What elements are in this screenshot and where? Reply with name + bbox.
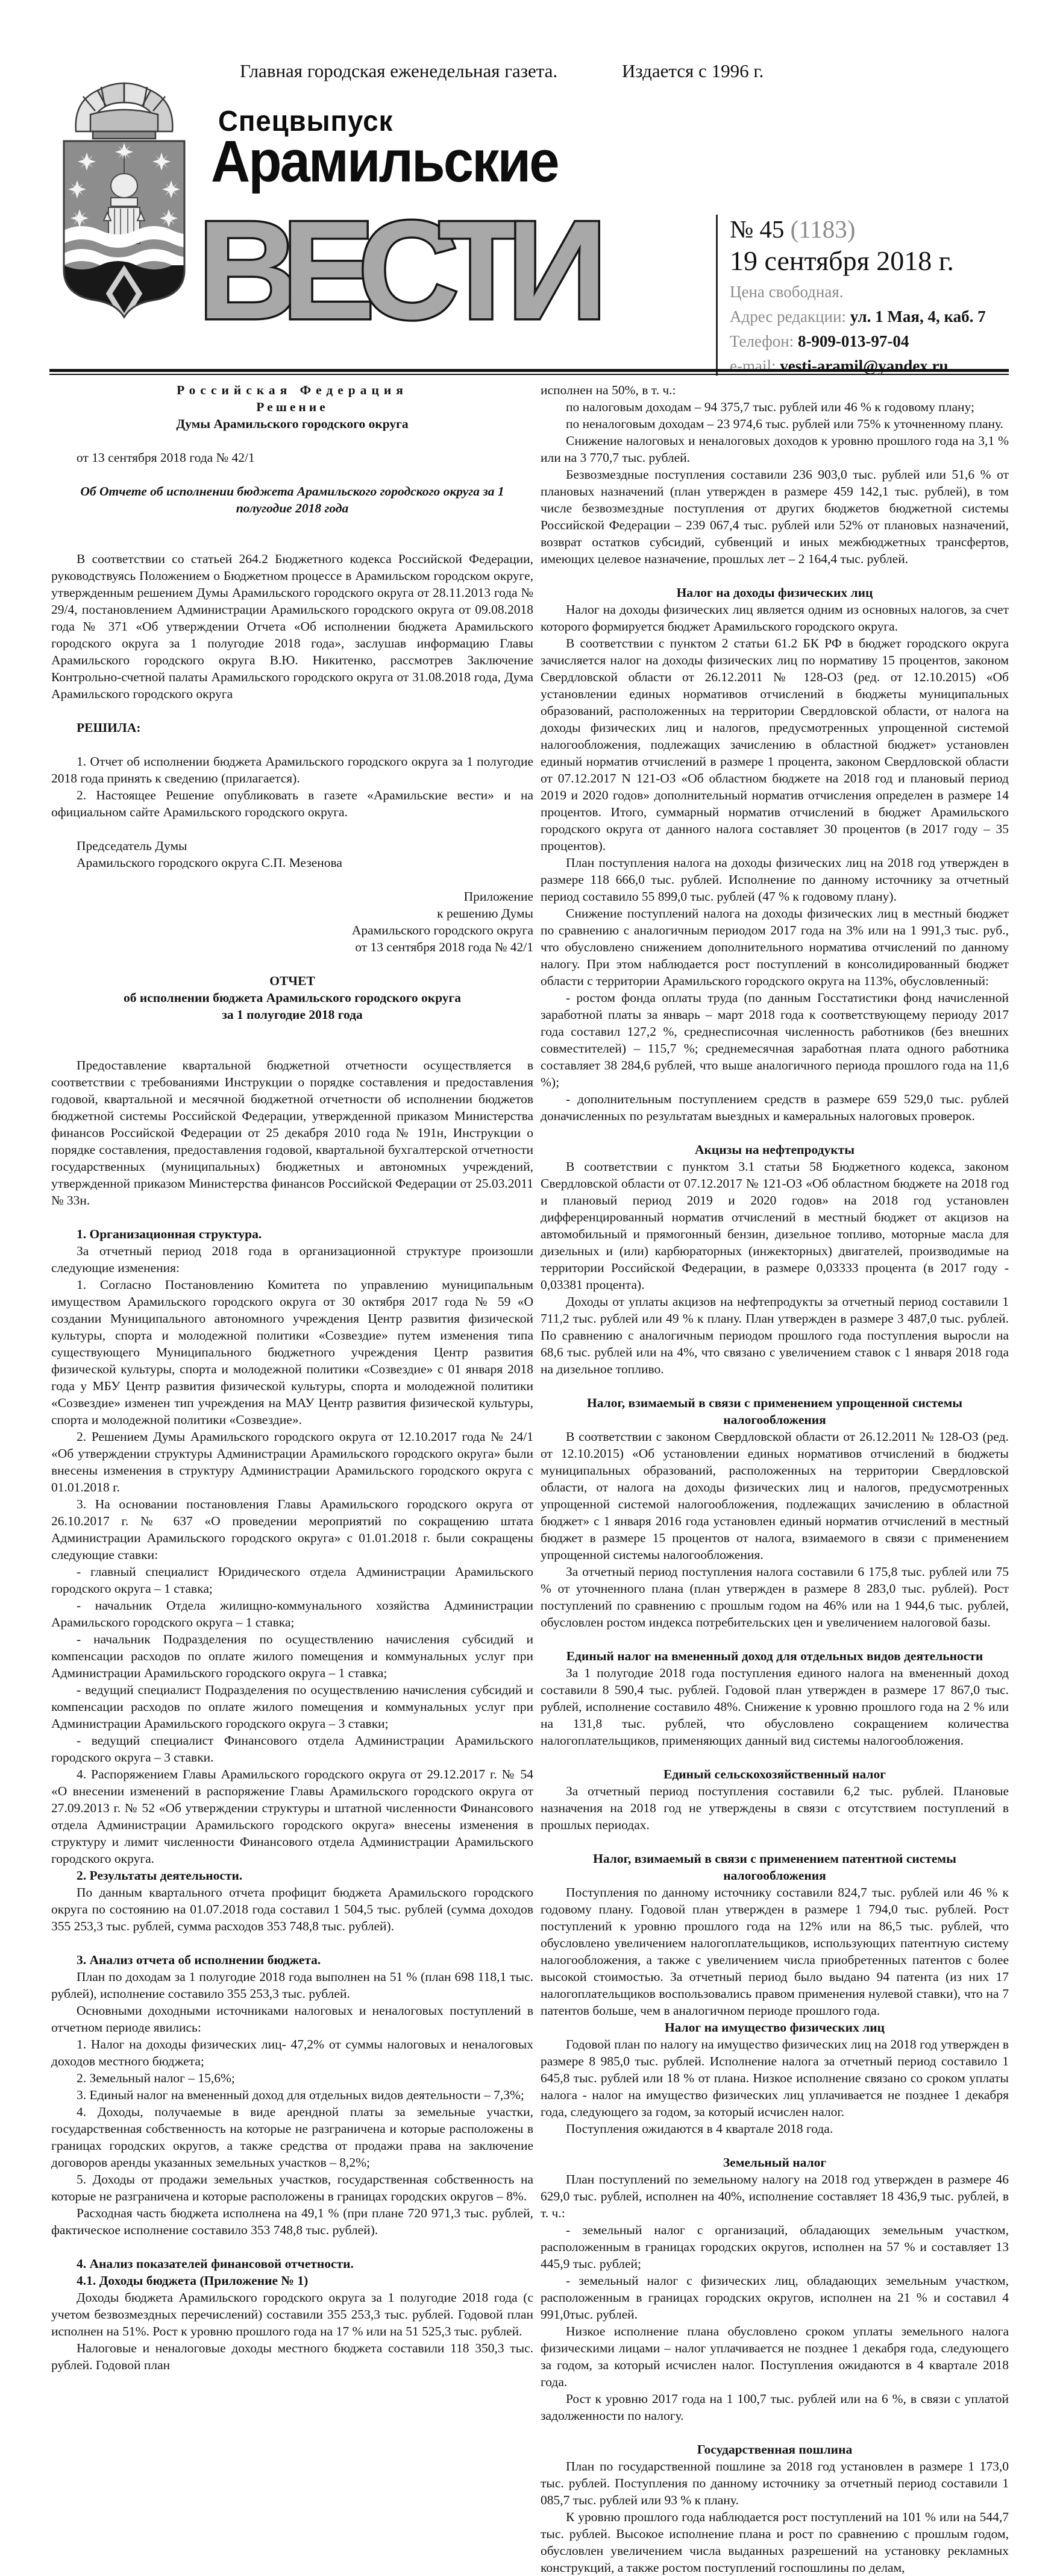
section-heading: об исполнении бюджета Арамильского городского округа [123, 990, 462, 1005]
phone-label: Телефон: [730, 332, 798, 350]
paragraph: Председатель Думы [77, 839, 187, 853]
masthead [0, 0, 1057, 375]
paragraph: 3. На основании постановления Главы Арамильского городского округа от 26.10.2017 г. № 637 «О проведении мероприятий по сокращению штата Администрации Арамильского городского округа» с 01.01.2018 г. были сокращены следующие ставки: [51, 1497, 533, 1562]
paragraph: - дополнительным поступлением средств в размере 659 529,0 тыс. рублей доначисленных по результатам выездных и камеральных налоговых проверок. [541, 1092, 1009, 1123]
paragraph: 2. Земельный налог – 15,6%; [77, 2071, 235, 2085]
paragraph: В соответствии с пунктом 2 статьи 61.2 БК РФ в бюджет городского округа зачисляется налог на доходы физических лиц по нормативу 15 процентов, законом Свердловской области от 26.12.2011 № 128-ОЗ (ред. от 12.10.2015) «Об установлении единых нормативов отчислений в бюджеты муниципальных образований, расположенных на территории Свердловской области, от налога на доходы физических лиц и налогов, предусмотренных упрощенной системой налогообложения, подлежащих зачислению в областной бюджет» установлен единый норматив отчислений в размере 1 процента, законом Свердловской области от 07.12.2017 N 121-ОЗ «Об областном бюджете на 2018 год и плановый период 2019 и 2020 годов» дополнительный норматив отчисления определен в размере 14 процентов. Итого, суммарный норматив отчислений в бюджет Арамильского городского округа от данного налога составляет 30 процентов (в 2017 году – 35 процентов). [541, 636, 1009, 853]
paragraph: В соответствии с пунктом 3.1 статьи 58 Бюджетного кодекса, законом Свердловской области от 07.12.2017 № 121-ОЗ «Об областном бюджете на 2018 год и плановый период 2019 и 2020 годов» на 2018 год установлен дифференцированный норматив отчислений в местный бюджет от акцизов на автомобильный и прямогонный бензин, дизельное топливо, моторные масла для дизельных и (или) карбюраторных (инжекторных) двигателей, производимые на территории Российской Федерации, в размере 0,03333 процента (в 2017 году - 0,03381 процента). [541, 1159, 1009, 1292]
special-issue-label: Спецвыпуск [218, 105, 394, 137]
paragraph: от 13 сентября 2018 года № 42/1 [77, 450, 255, 465]
paragraph: по неналоговым доходам – 23 974,6 тыс. рублей или 75% к уточненному плану. [566, 417, 1004, 431]
paragraph: Расходная часть бюджета исполнена на 49,1 % (при плане 720 971,3 тыс. рублей, фактическое исполнение составило 353 748,8 тыс. рублей). [51, 2206, 533, 2237]
issue-number [730, 215, 1019, 244]
paragraph: Основными доходными источниками налоговых и неналоговых поступлений в отчетном периоде явились: [51, 2003, 533, 2035]
issue-number-main: № 45 [730, 215, 785, 243]
paragraph: Годовой план по налогу на имущество физических лиц на 2018 год утвержден в размере 8 985,0 тыс. рублей. Исполнение налога за отчетный период составило 1 645,8 тыс. рублей или 18 % от плана. Низкое исполнение связано со сроком уплаты налога - налог на имущество физических лиц уплачивается не позднее 1 декабря года, следующего за годом, за который исчислен налог. [541, 2037, 1009, 2119]
paragraph: План по доходам за 1 полугодие 2018 года выполнен на 51 % (план 698 118,1 тыс. рублей), исполнение составило 355 253,3 тыс. рублей. [51, 1970, 533, 2001]
paragraph: Налог на доходы физических лиц является одним из основных налогов, за счет которого формируется бюджет Арамильского городского округа. [541, 602, 1009, 634]
section-heading: Налог на имущество физических лиц [664, 2020, 885, 2035]
paragraph: - ростом фонда оплаты труда (по данным Госстатистики фонд начисленной заработной платы за январь – март 2018 года к соответствующему периоду 2017 года составил 127,2 %, среднесписочная численность работников (без внешних совместителей) – 115,7 %; среднемесячная заработная плата одного работника составляет 38 284,6 рублей, что выше аналогичного периода прошлого года на 11,6 %); [541, 990, 1009, 1089]
paragraph: - начальник Отдела жилищно-коммунального хозяйства Администрации Арамильского городского округа – 1 ставка; [51, 1598, 533, 1630]
paragraph: 3. Единый налог на вмененный доход для отдельных видов деятельности – 7,3%; [77, 2088, 524, 2102]
paragraph: к решению Думы [437, 906, 533, 921]
paragraph: - начальник Подразделения по осуществлению начисления субсидий и компенсации расходов по оплате жилого помещения и коммунальных услуг при Администрации Арамильского городского округа – 1 ставка; [51, 1632, 533, 1680]
section-heading: за 1 полугодие 2018 года [222, 1007, 363, 1022]
article-body [51, 382, 1009, 2576]
section-heading: Единый налог на вмененный доход для отдельных видов деятельности [566, 1649, 983, 1663]
masthead-divider [49, 369, 1009, 372]
paragraph: За отчетный период 2018 года в организационной структуре произошли следующие изменения: [51, 1244, 533, 1275]
newspaper-tagline: Главная городская еженедельная газета. [240, 60, 558, 81]
article-column-left [51, 382, 533, 2373]
paragraph: За отчетный период поступления составили 6,2 тыс. рублей. Плановые назначения на 2018 год не утверждены в связи с отсутствием поступлений в прошлых периодах. [541, 1784, 1009, 1832]
paragraph: Низкое исполнение плана обусловлено сроком уплаты земельного налога физическими лицами – налог уплачивается не позднее 1 декабря года, следующего за годом, за который исчислен налог. Поступления ожидаются в 4 квартале 2018 года. [541, 2324, 1009, 2389]
section-heading: Решение [256, 400, 328, 414]
paragraph: 4.1. Доходы бюджета (Приложение № 1) [77, 2273, 309, 2288]
paragraph: Безвозмездные поступления составили 236 903,0 тыс. рублей или 51,6 % от плановых назначений (план утвержден в размере 459 142,1 тыс. рублей), в том числе безвозмездные поступления от других бюджетов бюджетной системы Российской Федерации – 239 067,4 тыс. рублей или 52% от плановых назначений, возврат остатков субсидий, субвенций и иных межбюджетных трансфертов, имеющих целевое назначение, прошлых лет – 2 164,4 тыс. рублей. [541, 467, 1009, 566]
paragraph: В соответствии со статьей 264.2 Бюджетного кодекса Российской Федерации, руководствуясь Положением о Бюджетном процессе в Арамильском городском округе, утвержденным решением Думы Арамильского городского округа от 28.11.2013 года № 29/4, постановлением Администрации Арамильского городского округа от 09.08.2018 года № 371 «Об утверждении Отчета «Об исполнении бюджета Арамильского городского округа за 1 полугодие 2018 года», заслушав информацию Главы Арамильского городского округа В.Ю. Никитенко, рассмотрев Заключение Контрольно-счетной палаты Арамильского городского округа от 31.08.2018 года, Дума Арамильского городского округа [51, 552, 533, 701]
svg-text:ВЕСТИ: ВЕСТИ [198, 192, 607, 342]
paragraph: 4. Анализ показателей финансовой отчетности. [77, 2256, 354, 2271]
paragraph: Приложение [463, 889, 533, 904]
paragraph: Поступления по данному источнику составили 824,7 тыс. рублей или 46 % к годовому плану. Годовой план утвержден в размере 1 794,0 тыс. рублей. Рост поступлений к уровню прошлого года на 12% или на 86,5 тыс. рублей, что обусловлено увеличением налогоплательщиков, использующих патентную систему налогообложения, а также с увеличением числа приобретенных патентов с более высокой стоимостью. За отчетный период было выдано 94 патента (из них 17 налогоплательщиков воспользовались правом применения нулевой ставки), что на 7 патентов больше, чем в аналогичном периоде прошлого года. [541, 1885, 1009, 2018]
issue-info-block [716, 215, 1019, 376]
paragraph: исполнен на 50%, в т. ч.: [541, 383, 676, 397]
issue-number-total: (1183) [790, 215, 856, 243]
section-heading: Налог, взимаемый в связи с применением патентной системы налогообложения [593, 1851, 956, 1883]
paragraph: Арамильского городского округа [351, 923, 533, 937]
section-heading: Думы Арамильского городского округа [176, 417, 409, 431]
paragraph: Предоставление квартальной бюджетной отчетности осуществляется в соответствии с требованиями Инструкции о порядке составления и предоставления годовой, квартальной и месячной бюджетной отчетности об исполнении бюджетов бюджетной системы Российской Федерации, утвержденной приказом Министерства финансов Российской Федерации от 25 декабря 2010 года № 191н, Инструкции о порядке составления, предоставления годовой, квартальной бухгалтерской отчетности государственных (муниципальных) бюджетных и автономных учреждений, утвержденной приказом Министерства финансов Российской Федерации от 25.03.2011 № 33н. [51, 1058, 533, 1208]
paragraph: по налоговым доходам – 94 375,7 тыс. рублей или 46 % к годовому плану; [566, 400, 975, 414]
phone-value: 8-909-013-97-04 [797, 332, 909, 350]
paragraph: По данным квартального отчета профицит бюджета Арамильского городского округа по состоянию на 01.07.2018 года составил 1 504,5 тыс. рублей (сумма доходов 355 253,3 тыс. рублей, сумма расходов 353 748,8 тыс. рублей). [51, 1885, 533, 1933]
paragraph: Снижение поступлений налога на доходы физических лиц в местный бюджет по сравнению с аналогичным периодом 2017 года на 3% или на 1 991,3 тыс. руб., что обусловлено снижением дополнительного норматива отчислений по данному налогу. При этом наблюдается рост поступлений в консолидированный бюджет области с территории Арамильского городского округа на 113%, обусловленный: [541, 906, 1009, 988]
section-heading: Российская Федерация [177, 383, 408, 397]
section-heading: Налог на доходы физических лиц [676, 585, 873, 600]
section-heading: Единый сельскохозяйственный налог [663, 1767, 886, 1781]
email-label: e-mail: [730, 357, 780, 375]
paragraph: 2. Результаты деятельности. [77, 1868, 243, 1883]
paragraph: 4. Распоряжением Главы Арамильского городского округа от 29.12.2017 г. № 54 «О внесении изменений в распоряжение Главы Арамильского городского округа от 27.09.2013 г. № 52 «Об утверждении структуры и штатной численности Финансового отдела Администрации Арамильского городского округа» внесены изменения в структуру и лимит численности Финансового отдела Администрации Арамильского городского округа. [51, 1767, 533, 1866]
editorial-address [730, 307, 1019, 326]
paragraph: 5. Доходы от продажи земельных участков, государственная собственность на которые не разграничена и которые расположены в границах городских округов – 8%. [51, 2172, 533, 2203]
paragraph: К уровню прошлого года наблюдается рост поступлений на 101 % или на 544,7 тыс. рублей. Высокое исполнение плана и рост по сравнению с прошлым годом, обусловлен увеличением числа выданных разрешений на установку рекламных конструкций, а также ростом поступлений госпошлины по делам, [541, 2510, 1009, 2575]
paragraph: - земельный налог с организаций, обладающих земельным участком, расположенным в границах городских округов, исполнен на 57 % и составляет 13 445,9 тыс. рублей; [541, 2223, 1009, 2271]
paragraph: 1. Согласно Постановлению Комитета по управлению муниципальным имуществом Арамильского городского округа от 30 октября 2017 года № 59 «О создании Муниципального автономного учреждения Центр развития физической культуры, спорта и молодежной политики «Созвездие» путем изменения типа существующего Муниципального бюджетного учреждения Центр развития физической культуры, спорта и молодежной политики «Созвездие» с 01 января 2018 года у МБУ Центр развития физической культуры, спорта и молодежной политики «Созвездие» изменен тип учреждения на МАУ Центр развития физической культуры, спорта и молодежной политики «Созвездие». [51, 1277, 533, 1427]
paragraph: - ведущий специалист Подразделения по осуществлению начисления субсидий и компенсации расходов по оплате жилого помещения и коммунальных услуг при Администрации Арамильского городского округа – 3 ставки; [51, 1683, 533, 1731]
paragraph: Доходы бюджета Арамильского городского округа за 1 полугодие 2018 года (с учетом безвозмездных перечислений) составили 355 253,3 тыс. рублей. Годовой план исполнен на 51%. Рост к уровню прошлого года на 17 % или на 51 525,3 тыс. рублей. [51, 2290, 533, 2338]
paragraph: - ведущий специалист Финансового отдела Администрации Арамильского городского округа – 3 ставки. [51, 1733, 533, 1765]
paragraph: План поступлений по земельному налогу на 2018 год утвержден в размере 46 629,0 тыс. рублей, исполнен на 40%, исполнение составляет 18 436,9 тыс. рублей, в т. ч.: [541, 2172, 1009, 2220]
paragraph: В соответствии с законом Свердловской области от 26.12.2011 № 128-ОЗ (ред. от 12.10.2015) «Об установлении единых нормативов отчислений в бюджеты муниципальных образований, расположенных на территории Свердловской области, от налога на доходы физических лиц и налогов, предусмотренных упрощенной системой налогообложения, подлежащих зачислению в областной бюджет» с 1 января 2016 года установлен единый норматив отчислений в местный бюджет в размере 15 процентов от налога, взимаемого в связи с применением упрощенной системы налогообложения. [541, 1429, 1009, 1562]
section-heading: Акцизы на нефтепродукты [694, 1142, 855, 1157]
paragraph: 3. Анализ отчета об исполнении бюджета. [77, 1953, 321, 1967]
section-heading: Государственная пошлина [697, 2442, 853, 2457]
section-heading: ОТЧЕТ [269, 974, 315, 988]
published-since: Издается с 1996 г. [622, 60, 764, 81]
paragraph: Арамильского городского округа С.П. Мезенова [77, 855, 342, 870]
paragraph: 1. Отчет об исполнении бюджета Арамильского городского округа за 1 полугодие 2018 года принять к сведению (прилагается). [51, 754, 533, 786]
price-note: Цена свободная. [730, 283, 844, 301]
paragraph: План по государственной пошлине за 2018 год установлен в размере 1 173,0 тыс. рублей. Поступления по данному источнику за отчетный период составили 1 085,7 тыс. рублей или 93 % к плану. [541, 2459, 1009, 2507]
paragraph: 4. Доходы, получаемые в виде арендной платы за земельные участки, государственная собственность на которые не разграничена и которые расположены в границах городских округов, а также средства от продажи права на заключение договоров аренды указанных земельных участков – 8,2%; [51, 2105, 533, 2170]
email-line [730, 357, 1019, 376]
paragraph: Снижение налоговых и неналоговых доходов к уровню прошлого года на 3,1 % или на 3 770,7 тыс. рублей. [541, 433, 1009, 465]
phone-line [730, 332, 1019, 351]
paragraph: Рост к уровню 2017 года на 1 100,7 тыс. рублей или на 6 %, в связи с уплатой задолженности по налогу. [541, 2392, 1009, 2423]
paragraph: Доходы от уплаты акцизов на нефтепродукты за отчетный период составили 1 711,2 тыс. рублей или 49 % к плану. План утвержден в размере 3 487,0 тыс. рублей. По сравнению с аналогичным периодом прошлого года поступления выросли на 68,6 тыс. рублей или на 4%, что связано с увеличением ставок с 1 января 2018 года на дизельное топливо. [541, 1294, 1009, 1376]
article-column-right [541, 382, 1009, 2576]
paragraph: За отчетный период поступления налога составили 6 175,8 тыс. рублей или 75 % от уточненного плана (план утвержден в размере 8 283,0 тыс. рублей). Рост поступлений по сравнению с прошлым годом на 46% или на 1 944,6 тыс. рублей, обусловлен ростом индекса потребительских цен и увеличением налоговой базы. [541, 1564, 1009, 1630]
paragraph: от 13 сентября 2018 года № 42/1 [355, 940, 533, 954]
paragraph: 2. Настоящее Решение опубликовать в газете «Арамильские вести» и на официальном сайте Арамильского городского округа. [51, 788, 533, 819]
paragraph: 1. Организационная структура. [77, 1227, 262, 1241]
paragraph: - главный специалист Юридического отдела Администрации Арамильского городского округа – 1 ставка; [51, 1564, 533, 1596]
paragraph: Поступления ожидаются в 4 квартале 2018 года. [566, 2121, 833, 2136]
address-value: ул. 1 Мая, 4, каб. 7 [850, 307, 986, 326]
section-heading: Налог, взимаемый в связи с применением упрощенной системы налогообложения [586, 1396, 963, 1427]
paragraph: 2. Решением Думы Арамильского городского округа от 12.10.2017 года № 24/1 «Об утверждении структуры Администрации Арамильского городского округа» были внесены изменения в структуру Администрации Арамильского городского округа с 01.01.2018 г. [51, 1429, 533, 1494]
paragraph: - земельный налог с физических лиц, обладающих земельным участком, расположенным в границах городских округов, исполнен на 21 % и составил 4 991,0тыс. рублей. [541, 2273, 1009, 2322]
email-value[interactable]: vesti-aramil@yandex.ru [780, 357, 949, 375]
paragraph: 1. Налог на доходы физических лиц- 47,2% от суммы налоговых и неналоговых доходов местного бюджета; [51, 2037, 533, 2068]
newspaper-title-main [194, 191, 613, 342]
paragraph: Налоговые и неналоговые доходы местного бюджета составили 118 350,3 тыс. рублей. Годовой план [51, 2341, 533, 2372]
paragraph: РЕШИЛА: [77, 720, 141, 735]
address-label: Адрес редакции: [730, 307, 850, 326]
paragraph: План поступления налога на доходы физических лиц на 2018 год утвержден в размере 118 666,0 тыс. рублей. Исполнение по данному источнику за отчетный период составило 55 899,0 тыс. рублей (47 % к годовому плану). [541, 855, 1009, 904]
coat-of-arms-icon [55, 78, 193, 320]
paragraph: За 1 полугодие 2018 года поступления единого налога на вмененный доход составили 8 590,4 тыс. рублей. Годовой план утвержден в размере 17 867,0 тыс. рублей, исполнение составило 48%. Снижение к уровню прошлого года на 2 % или на 131,8 тыс. рублей, что обусловлено сокращением количества налогоплательщиков, применяющих данный вид системы налогообложения. [541, 1666, 1009, 1748]
newspaper-title-top: Арамильские [211, 128, 558, 194]
issue-date: 19 сентября 2018 г. [730, 245, 954, 276]
paragraph: Об Отчете об исполнении бюджета Арамильского городского округа за 1 полугодие 2018 года [80, 484, 504, 515]
section-heading: Земельный налог [723, 2155, 827, 2170]
